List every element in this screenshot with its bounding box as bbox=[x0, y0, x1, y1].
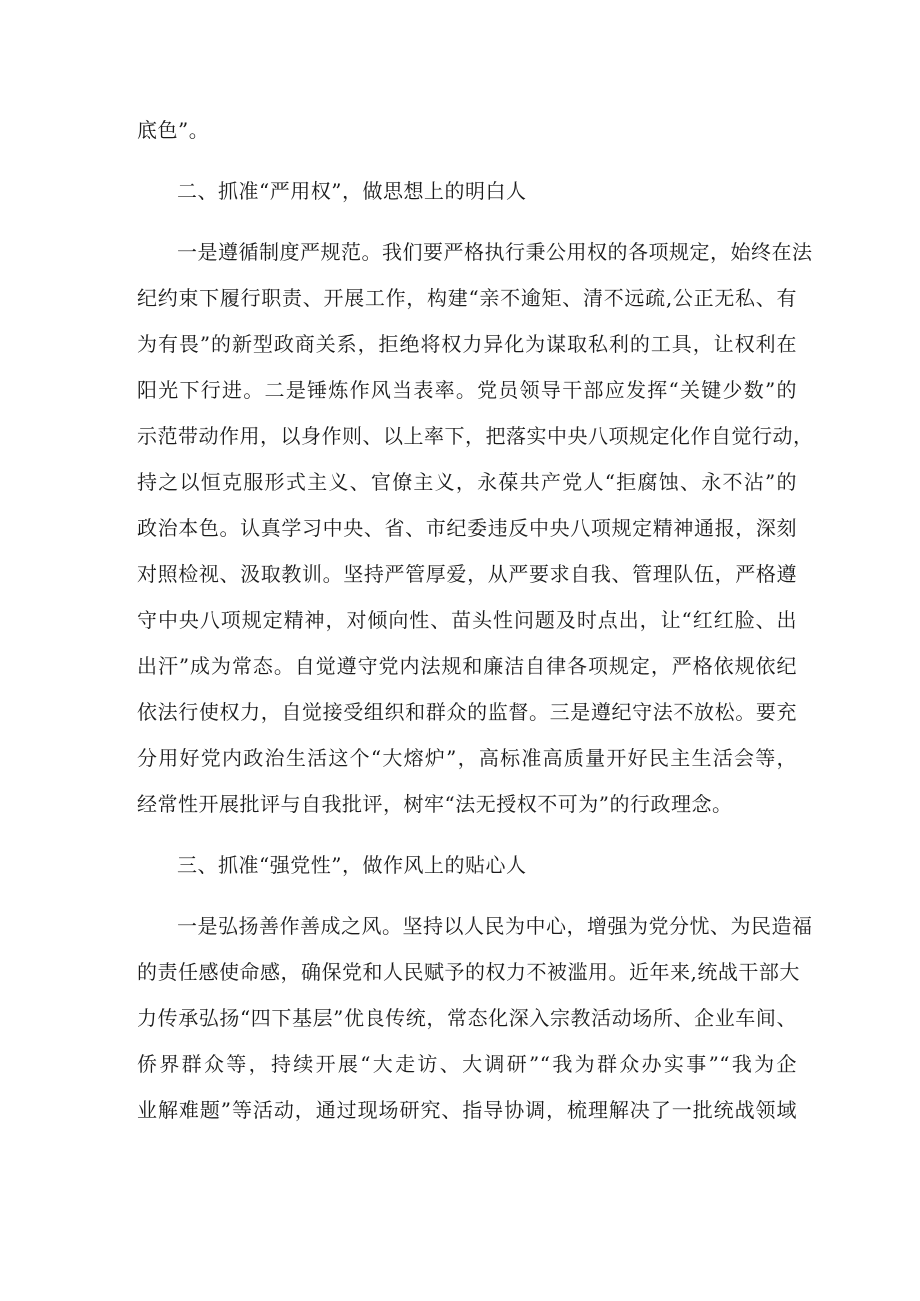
paragraph-line: 阳光下行进。二是锤炼作风当表率。党员领导干部应发挥“关键少数”的 bbox=[137, 378, 797, 402]
paragraph-line: 力传承弘扬“四下基层”优良传统，常态化深入宗教活动场所、企业车间、 bbox=[137, 1006, 797, 1030]
paragraph-line: 一是遵循制度严规范。我们要严格执行秉公用权的各项规定，始终在法 bbox=[177, 240, 813, 264]
paragraph-line: 示范带动作用，以身作则、以上率下，把落实中央八项规定化作自觉行动， bbox=[137, 424, 814, 448]
paragraph-line: 分用好党内政治生活这个“大熔炉”，高标准高质量开好民主生活会等， bbox=[137, 746, 797, 770]
paragraph-line: 纪约束下履行职责、开展工作，构建“亲不逾矩、清不远疏,公正无私、有 bbox=[137, 286, 797, 310]
paragraph-line: 出汗”成为常态。自觉遵守党内法规和廉洁自律各项规定，严格依规依纪 bbox=[137, 654, 797, 678]
section-heading: 三、抓准“强党性”，做作风上的贴心人 bbox=[177, 853, 527, 877]
paragraph-line: 守中央八项规定精神，对倾向性、苗头性问题及时点出，让“红红脸、出 bbox=[137, 608, 797, 632]
paragraph-line: 底色”。 bbox=[137, 118, 210, 142]
paragraph-line: 依法行使权力，自觉接受组织和群众的监督。三是遵纪守法不放松。要充 bbox=[137, 700, 797, 724]
paragraph-line: 一是弘扬善作善成之风。坚持以人民为中心，增强为党分忧、为民造福 bbox=[177, 914, 813, 938]
paragraph-line: 对照检视、汲取教训。坚持严管厚爱，从严要求自我、管理队伍，严格遵 bbox=[137, 562, 797, 586]
paragraph-line: 经常性开展批评与自我批评，树牢“法无授权不可为”的行政理念。 bbox=[137, 792, 733, 816]
paragraph-line: 业解难题”等活动，通过现场研究、指导协调，梳理解决了一批统战领域 bbox=[137, 1098, 797, 1122]
paragraph-line: 为有畏”的新型政商关系，拒绝将权力异化为谋取私利的工具，让权利在 bbox=[137, 332, 797, 356]
paragraph-line: 持之以恒克服形式主义、官僚主义，永葆共产党人“拒腐蚀、永不沾”的 bbox=[137, 470, 797, 494]
paragraph-line: 政治本色。认真学习中央、省、市纪委违反中央八项规定精神通报，深刻 bbox=[137, 516, 797, 540]
paragraph-line: 的责任感使命感，确保党和人民赋予的权力不被滥用。近年来,统战干部大 bbox=[137, 960, 800, 984]
section-heading: 二、抓准“严用权”，做思想上的明白人 bbox=[177, 179, 527, 203]
paragraph-line: 侨界群众等，持续开展“大走访、大调研”“我为群众办实事”“我为企 bbox=[137, 1052, 797, 1076]
